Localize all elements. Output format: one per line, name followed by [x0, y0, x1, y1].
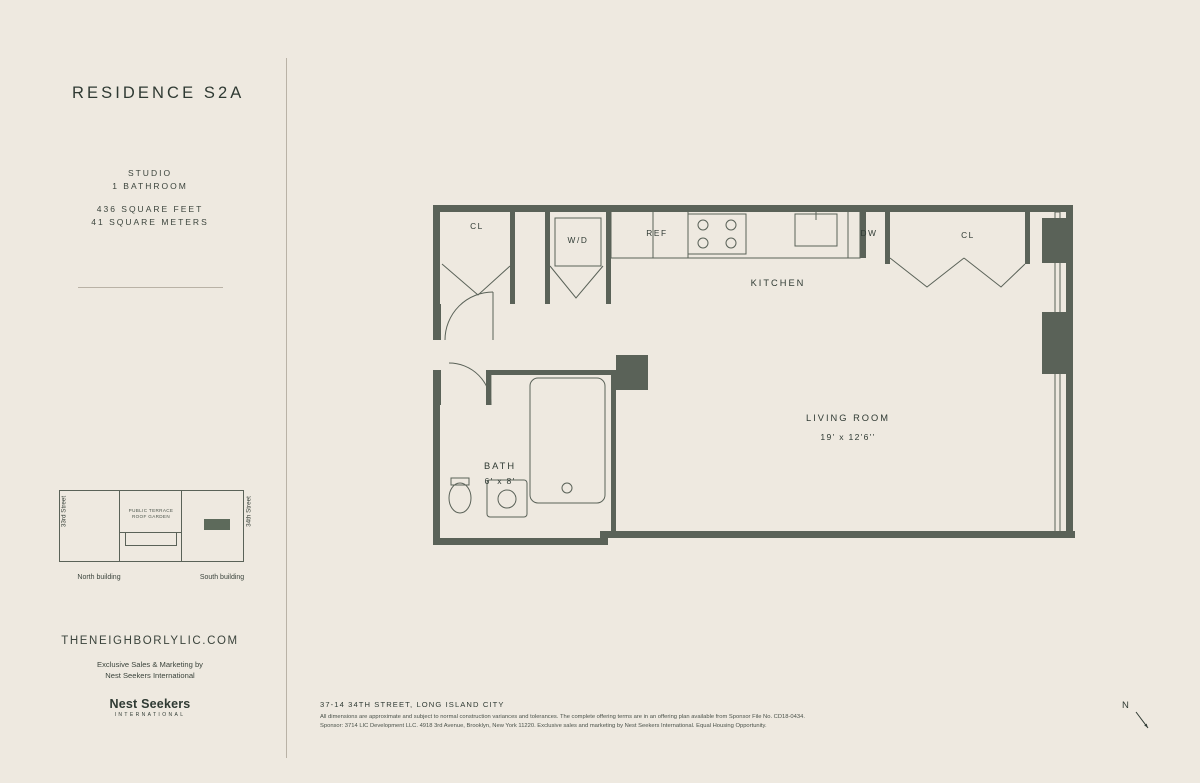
key-map-unit-marker: [204, 519, 230, 530]
key-map-caption-left: North building: [77, 574, 121, 581]
legal-line-2: Sponsor: 3714 LIC Development LLC. 4918 3rd Avenue, Brooklyn, New York 11220. Exclusive sales and marketing by Nest Seekers International. Equal Housing Opportunity.: [320, 722, 767, 729]
exclusive-line-2: Nest Seekers International: [105, 671, 195, 680]
residence-square-meters: 41 SQUARE METERS: [91, 216, 209, 227]
label-refrigerator: REF: [646, 228, 668, 238]
exclusive-marketing: [0, 659, 300, 681]
key-map-terrace-block: [120, 490, 182, 562]
building-address: 37-14 34TH STREET, LONG ISLAND CITY: [320, 700, 505, 709]
north-arrow: [1122, 700, 1156, 734]
exclusive-line-1: Exclusive Sales & Marketing by: [97, 660, 203, 669]
label-dishwasher: DW: [860, 228, 878, 238]
floor-plan: [400, 180, 1120, 580]
key-map-street-right: 34th Street: [245, 496, 253, 527]
vertical-divider: [286, 58, 287, 758]
residence-square-feet: 436 SQUARE FEET: [96, 204, 204, 215]
brand-logo-name: Nest Seekers: [109, 697, 191, 711]
brand-logo-tagline: INTERNATIONAL: [114, 712, 186, 718]
residence-bathrooms: 1 BATHROOM: [112, 180, 188, 191]
key-map-terrace-outline: [125, 532, 177, 546]
label-living-room: LIVING ROOM: [806, 413, 890, 423]
label-washer-dryer: W/D: [567, 235, 589, 245]
label-closet-left: CL: [470, 221, 484, 231]
key-map-terrace-label: [123, 508, 179, 521]
key-map-north-building: [59, 490, 120, 562]
label-living-room-dimensions: 19' x 12'6'': [820, 432, 876, 442]
legal-disclaimer: [320, 713, 940, 730]
website-link[interactable]: THENEIGHBORLYLIC.COM: [61, 635, 239, 647]
divider-rule: [78, 287, 223, 288]
brand-logo: [0, 697, 300, 718]
legal-line-1: All dimensions are approximate and subject to normal construction variances and tolerances. The complete offering terms are in an offering plan available from Sponsor File No. CD18-0434.: [320, 714, 805, 720]
residence-type: STUDIO: [127, 168, 173, 178]
key-map-street-left: 33rd Street: [60, 495, 68, 528]
key-map-terrace-label-line2: ROOF GARDEN: [131, 514, 171, 520]
residence-meta: [0, 167, 300, 228]
floor-plan-drawing: [400, 180, 1120, 580]
north-arrow-letter: N: [1122, 700, 1129, 711]
page-title: RESIDENCE S2A: [72, 84, 245, 102]
key-map-caption-right: South building: [199, 574, 245, 581]
label-bath-dimensions: 6' x 8': [484, 476, 516, 486]
key-map-terrace-label-line1: PUBLIC TERRACE: [128, 508, 174, 513]
label-kitchen: KITCHEN: [750, 278, 806, 288]
key-map: [59, 490, 253, 581]
label-bath: BATH: [483, 461, 517, 471]
label-closet-right: CL: [961, 230, 975, 240]
